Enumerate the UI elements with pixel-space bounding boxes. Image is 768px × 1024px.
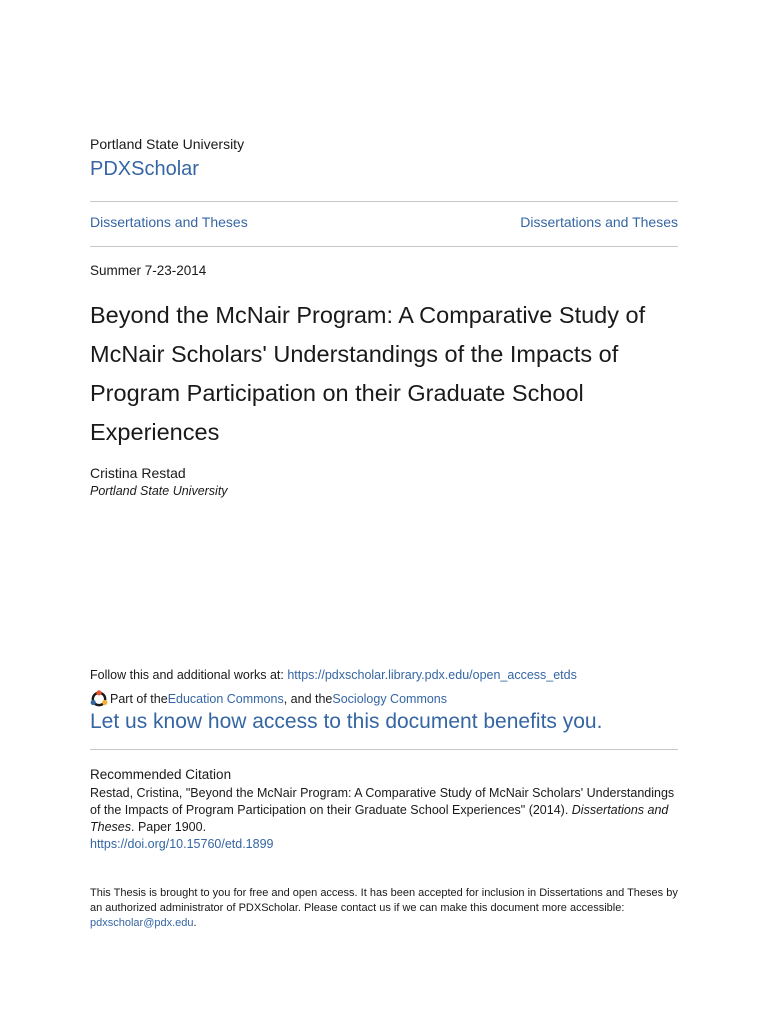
access-notice-end: .: [193, 917, 197, 929]
repository-link[interactable]: PDXScholar: [90, 158, 199, 180]
follow-line: [90, 668, 577, 682]
access-notice-text: This Thesis is brought to you for free and open access. It has been accepted for inclusion in Dissertations and Theses by an authorized administrator of PDXScholar. Please contact us if we can make this document more accessible:: [90, 887, 678, 914]
part-of-middle: , and the: [283, 692, 333, 706]
education-commons-link[interactable]: Education Commons: [167, 692, 284, 706]
contact-email-link[interactable]: pdxscholar@pdx.edu: [90, 917, 194, 929]
author-affiliation: Portland State University: [90, 484, 228, 498]
publication-date: Summer 7-23-2014: [90, 263, 207, 278]
divider-top: [90, 201, 678, 202]
access-notice: [90, 886, 680, 931]
divider-collections: [90, 246, 678, 247]
divider-citation: [90, 749, 678, 750]
citation-body: [90, 785, 680, 853]
part-of-line: [90, 690, 447, 708]
collection-link-left[interactable]: Dissertations and Theses: [90, 214, 248, 230]
doi-link[interactable]: https://doi.org/10.15760/etd.1899: [90, 837, 274, 851]
citation-paper: . Paper 1900.: [131, 820, 207, 834]
citation-series: Dissertations and Theses: [90, 803, 669, 834]
follow-prefix: Follow this and additional works at:: [90, 668, 288, 682]
document-title: Beyond the McNair Program: A Comparative Study of McNair Scholars' Understandings of the Impacts of Program Participation on their Graduate School Experiences: [90, 302, 646, 445]
citation-heading: Recommended Citation: [90, 767, 232, 782]
part-of-prefix: Part of the: [110, 692, 168, 706]
cover-page: [90, 0, 678, 1024]
commons-network-icon: [90, 690, 108, 708]
citation-text: Restad, Cristina, "Beyond the McNair Program: A Comparative Study of McNair Scholars' Understandings of the Impacts of Program Participation on their Graduate School Experiences" (2014).: [90, 786, 675, 817]
author-name: Cristina Restad: [90, 465, 186, 481]
sociology-commons-link[interactable]: Sociology Commons: [332, 692, 448, 706]
feedback-link[interactable]: Let us know how access to this document benefits you.: [90, 710, 603, 733]
collection-link-right[interactable]: Dissertations and Theses: [520, 214, 678, 230]
institution-name: Portland State University: [90, 136, 245, 152]
open-access-link[interactable]: https://pdxscholar.library.pdx.edu/open_access_etds: [287, 668, 577, 682]
